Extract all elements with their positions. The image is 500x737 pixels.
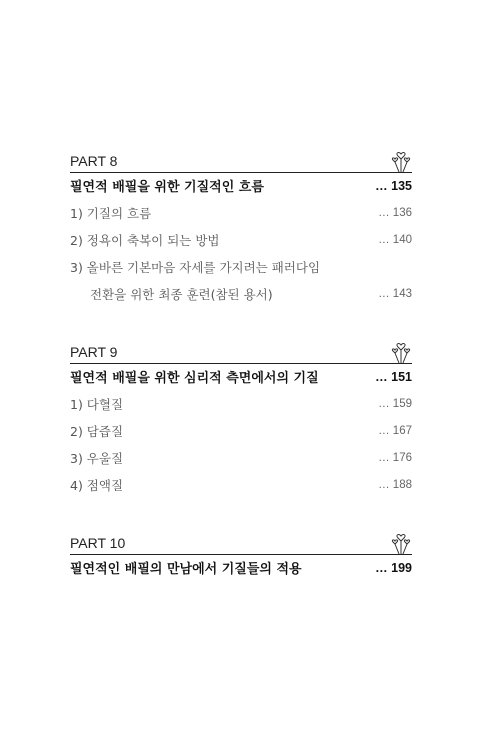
entry-label: 3) 우울질 (70, 450, 124, 466)
entry-label: 2) 담즙질 (70, 423, 124, 439)
toc-entry[interactable] (70, 417, 412, 444)
entry-page: … 188 (378, 478, 412, 491)
entry-page: … 159 (378, 397, 412, 410)
toc-entry[interactable] (70, 554, 412, 581)
entry-label: 1) 다혈질 (70, 396, 124, 412)
toc-entry[interactable] (70, 172, 412, 199)
entry-label: 4) 점액질 (70, 477, 124, 493)
toc-entry[interactable] (70, 363, 412, 390)
part-header (70, 150, 412, 172)
toc-part-9 (70, 341, 412, 498)
toc-entry[interactable] (70, 444, 412, 471)
entry-label: 3) 올바른 기본마음 자세를 가지려는 패러다임 (70, 259, 321, 275)
toc-entry[interactable] (70, 226, 412, 253)
part-header (70, 341, 412, 363)
part-title: PART 9 (70, 344, 118, 360)
toc-entry[interactable] (70, 390, 412, 417)
part-title: PART 10 (70, 535, 126, 551)
entry-page: … 199 (375, 560, 412, 575)
heart-balloons-icon (390, 339, 412, 363)
entry-label: 필연적인 배필의 만남에서 기질들의 적용 (70, 562, 302, 577)
entry-label: 1) 기질의 흐름 (70, 205, 152, 221)
toc-entry[interactable] (70, 199, 412, 226)
part-title: PART 8 (70, 153, 118, 169)
entry-page: … 176 (378, 451, 412, 464)
entry-label: 필연적 배필을 위한 심리적 측면에서의 기질 (70, 371, 319, 386)
entry-page: … 140 (378, 233, 412, 246)
entry-page: … 135 (375, 178, 412, 193)
entry-page: … 136 (378, 206, 412, 219)
toc-part-8 (70, 150, 412, 307)
entry-page: … 167 (378, 424, 412, 437)
entry-label: 전환을 위한 최종 훈련(참된 용서) (90, 286, 273, 302)
entry-label: 2) 정욕이 축복이 되는 방법 (70, 232, 220, 248)
toc-part-10 (70, 532, 412, 581)
toc-entry[interactable] (70, 253, 412, 280)
heart-balloons-icon (390, 530, 412, 554)
entry-label: 필연적 배필을 위한 기질적인 흐름 (70, 180, 264, 195)
entry-page: … 143 (378, 287, 412, 300)
toc-entry[interactable] (70, 280, 412, 307)
toc-entry[interactable] (70, 471, 412, 498)
entry-page: … 151 (375, 369, 412, 384)
part-header (70, 532, 412, 554)
heart-balloons-icon (390, 148, 412, 172)
